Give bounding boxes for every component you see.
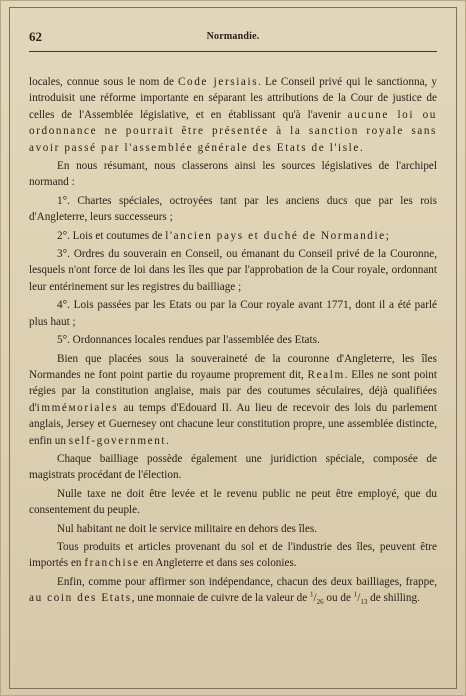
- paragraph-franchise: Tous produits et articles provenant du sol et de l'industrie des îles, peuvent être importés en franchise en Angleterre et dans ses colonies.: [29, 540, 437, 570]
- list-item-5: 5°. Ordonnances locales rendues par l'assemblée des Etats.: [57, 334, 320, 347]
- page-header: [29, 29, 437, 49]
- list-item-2: 2°. Lois et coutumes de l'ancien pays et duché de Normandie;: [57, 229, 389, 242]
- paragraph-jurisdiction: Chaque bailliage possède également une juridiction spéciale, composée de magistrats procédant de l'élection.: [29, 452, 437, 482]
- paragraph-coinage: Enfin, comme pour affirmer son indépendance, chacun des deux bailliages, frappe, au coin des Etats, une monnaie de cuivre de la valeur de $^1/_{26}$ ou de $^1/_{13}$ de shilling.: [29, 575, 437, 607]
- page-body: [29, 74, 437, 607]
- list-item-3: 3°. Ordres du souverain en Conseil, ou émanant du Conseil privé de la Couronne, lesquels n'ont force de loi dans les îles que par l'approbation de la Cour royale, ordonnant leur entérinement sur les registres du bailliage ;: [29, 248, 437, 293]
- paragraph-taxes: Nulle taxe ne doit être levée et le revenu public ne peut être employé, que du consentement du peuple.: [29, 487, 437, 517]
- paragraph-summary: En nous résumant, nous classerons ainsi les sources législatives de l'archipel normand :: [29, 160, 437, 189]
- list-item-4: 4°. Lois passées par les Etats ou par la Cour royale avant 1771, dont il a été parlé plus haut ;: [29, 299, 437, 328]
- paragraph-military: Nul habitant ne doit le service militaire en dehors des îles.: [57, 522, 318, 535]
- page-number: 62: [29, 29, 42, 44]
- running-title: Normandie.: [206, 31, 260, 42]
- list-item-1: 1°. Chartes spéciales, octroyées tant par les anciens ducs que par les rois d'Angleterre, leurs successeurs ;: [29, 194, 437, 224]
- paragraph-code-jersiais: locales, connue sous le nom de Code jersiais. Le Conseil privé qui le sanctionna, y introduisit une réforme importante en séparant les attributions de la Cour de justice de celles de l'Assemblée législative, et en établissant qu'à l'avenir aucune loi ou ordonnance ne pourrait être présentée à la sanction royale sans avoir passé par l'assemblée générale des Etats de l'isle.: [29, 76, 437, 154]
- header-rule: [29, 51, 437, 52]
- paragraph-sovereignty: Bien que placées sous la souveraineté de la couronne d'Angleterre, les îles Normandes ne font point partie du royaume proprement dit, Realm. Elles ne sont point régies par la constitution anglaise, mais par des coutumes séculaires, déjà qualifiées d'imméмoriales au temps d'Edouard II. Au lieu de recevoir des lois du parlement anglais, Jersey et Guernesey ont chacune leur constitution propre, une assemblée distincte, enfin un self-government.: [29, 352, 437, 447]
